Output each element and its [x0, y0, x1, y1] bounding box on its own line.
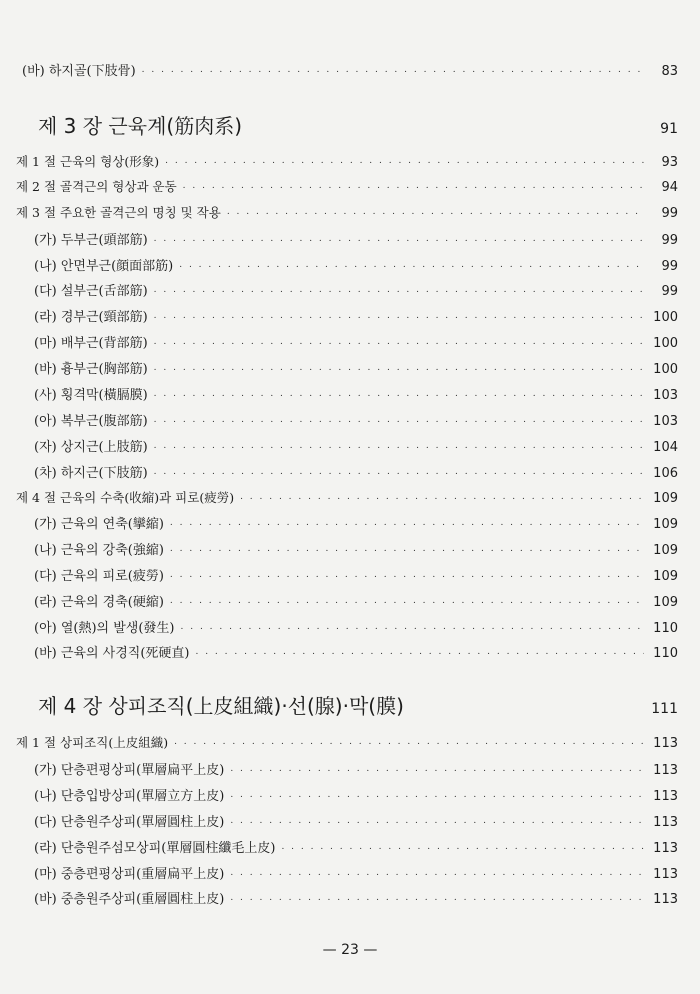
leader-dots	[154, 359, 644, 374]
leader-dots	[154, 333, 644, 348]
toc-label: (가) 근육의 연축(攣縮)	[34, 517, 164, 532]
toc-page-number: 110	[653, 621, 678, 636]
leader-dots	[230, 812, 644, 827]
toc-label: (차) 하지근(下肢筋)	[34, 466, 148, 481]
leader-dots	[154, 281, 644, 296]
toc-chapter	[0, 110, 700, 139]
toc-entry	[0, 60, 700, 79]
leader-dots	[227, 202, 644, 217]
toc-label: (나) 근육의 강축(強縮)	[34, 543, 164, 558]
toc-label: (라) 근육의 경축(硬縮)	[34, 595, 164, 610]
toc-page-number: 109	[653, 595, 678, 610]
toc-page-number: 103	[653, 388, 678, 403]
toc-label: (바) 근육의 사경직(死硬直)	[34, 646, 190, 661]
toc-page-number: 113	[653, 763, 678, 778]
toc-page-number: 103	[653, 414, 678, 429]
toc-page-number: 100	[653, 362, 678, 377]
leader-dots	[181, 618, 645, 633]
toc-label: (다) 설부근(舌部筋)	[34, 284, 148, 299]
toc-page-number: 93	[661, 155, 678, 170]
toc-label: 제 4 절 근육의 수축(收縮)과 피로(疲勞)	[16, 490, 235, 505]
leader-dots	[240, 487, 644, 502]
toc-page-number: 83	[661, 64, 678, 79]
toc-entry	[0, 642, 700, 661]
toc-page-number: 110	[653, 646, 678, 661]
leader-dots	[154, 230, 644, 245]
toc-label: (다) 근육의 피로(疲勞)	[34, 569, 164, 584]
toc-section	[0, 488, 700, 506]
leader-dots	[230, 786, 644, 801]
toc-label: (자) 상지근(上肢筋)	[34, 440, 148, 455]
toc-label: (가) 단층편평상피(單層扁平上皮)	[34, 763, 225, 778]
toc-entry	[0, 332, 700, 351]
toc-entry	[0, 255, 700, 274]
leader-dots	[170, 540, 644, 555]
toc-entry	[0, 306, 700, 325]
toc-page-number: 99	[661, 284, 678, 299]
toc-page-number: 113	[653, 841, 678, 856]
toc-label: 제 4 장 상피조직(上皮組織)·선(腺)·막(膜)	[38, 694, 404, 718]
toc-entry	[0, 837, 700, 856]
leader-dots	[179, 256, 644, 271]
toc-entry	[0, 229, 700, 248]
toc-label: 제 1 절 상피조직(上皮組織)	[16, 735, 169, 750]
toc-page-number: 113	[653, 789, 678, 804]
toc-section	[0, 152, 700, 170]
toc-page-number: 111	[651, 701, 678, 717]
toc-page-number: 113	[653, 892, 678, 907]
leader-dots	[142, 61, 644, 76]
toc-label: (라) 경부근(頸部筋)	[34, 310, 148, 325]
toc-entry	[0, 617, 700, 636]
leader-dots	[154, 411, 644, 426]
leader-dots	[170, 566, 644, 581]
toc-entry	[0, 863, 700, 882]
toc-entry	[0, 565, 700, 584]
toc-label: (사) 횡격막(橫膈膜)	[34, 388, 148, 403]
toc-label: (아) 복부근(腹部筋)	[34, 414, 148, 429]
toc-page-number: 113	[653, 867, 678, 882]
toc-section	[0, 177, 700, 195]
toc-page-number: 106	[653, 466, 678, 481]
toc-page-number: 100	[653, 336, 678, 351]
toc-page-number: 99	[661, 233, 678, 248]
toc-page-number: 113	[653, 736, 678, 751]
toc-entry	[0, 591, 700, 610]
toc-page-number: 100	[653, 310, 678, 325]
toc-entry	[0, 785, 700, 804]
toc-entry	[0, 888, 700, 907]
toc-label: 제 3 장 근육계(筋肉系)	[38, 114, 243, 138]
toc-page-number: 94	[661, 180, 678, 195]
leader-dots	[230, 760, 644, 775]
leader-dots	[281, 838, 644, 853]
toc-page-number: 99	[661, 259, 678, 274]
toc-entry	[0, 759, 700, 778]
toc-page-number: 109	[653, 491, 678, 506]
toc-label: (마) 배부근(背部筋)	[34, 336, 148, 351]
toc-page-number: 99	[661, 206, 678, 221]
toc-page-number: 91	[660, 121, 678, 137]
toc-section	[0, 203, 700, 221]
leader-dots	[170, 514, 644, 529]
toc-label: (마) 중층편평상피(重層扁平上皮)	[34, 867, 225, 882]
toc-entry	[0, 513, 700, 532]
toc-page-number: 104	[653, 440, 678, 455]
toc-entry	[0, 280, 700, 299]
leader-dots	[165, 151, 644, 166]
toc-entry	[0, 811, 700, 830]
leader-dots	[154, 463, 644, 478]
toc-section	[0, 733, 700, 751]
toc-label: (바) 흉부근(胸部筋)	[34, 362, 148, 377]
toc-label: (나) 단층입방상피(單層立方上皮)	[34, 789, 225, 804]
toc-page-number: 109	[653, 569, 678, 584]
leader-dots	[183, 176, 644, 191]
leader-dots	[154, 385, 644, 400]
toc-page-number: 109	[653, 517, 678, 532]
leader-dots	[174, 732, 644, 747]
toc-entry	[0, 410, 700, 429]
leader-dots	[170, 592, 644, 607]
page-number: — 23 —	[322, 942, 378, 958]
toc-entry	[0, 358, 700, 377]
leader-dots	[230, 864, 644, 879]
leader-dots	[230, 889, 644, 904]
toc-entry	[0, 539, 700, 558]
leader-dots	[195, 643, 644, 658]
toc-label: (다) 단층원주상피(單層圓柱上皮)	[34, 815, 225, 830]
toc-label: (바) 하지골(下肢骨)	[22, 64, 136, 79]
toc-label: 제 3 절 주요한 골격근의 명칭 및 작용	[16, 205, 221, 220]
toc-page-number: 113	[653, 815, 678, 830]
toc-label: (나) 안면부근(顔面部筋)	[34, 259, 174, 274]
toc-entry	[0, 384, 700, 403]
toc-entry	[0, 462, 700, 481]
toc-label: (아) 열(熱)의 발생(發生)	[34, 621, 175, 636]
toc-label: 제 2 절 골격근의 형상과 운동	[16, 179, 177, 194]
toc-label: (바) 중층원주상피(重層圓柱上皮)	[34, 892, 225, 907]
toc-label: 제 1 절 근육의 형상(形象)	[16, 154, 160, 169]
toc-label: (라) 단층원주섬모상피(單層圓柱纖毛上皮)	[34, 841, 276, 856]
leader-dots	[154, 437, 644, 452]
leader-dots	[154, 307, 644, 322]
toc-entry	[0, 436, 700, 455]
toc-chapter	[0, 690, 700, 719]
toc-page-number: 109	[653, 543, 678, 558]
toc-label: (가) 두부근(頭部筋)	[34, 233, 148, 248]
